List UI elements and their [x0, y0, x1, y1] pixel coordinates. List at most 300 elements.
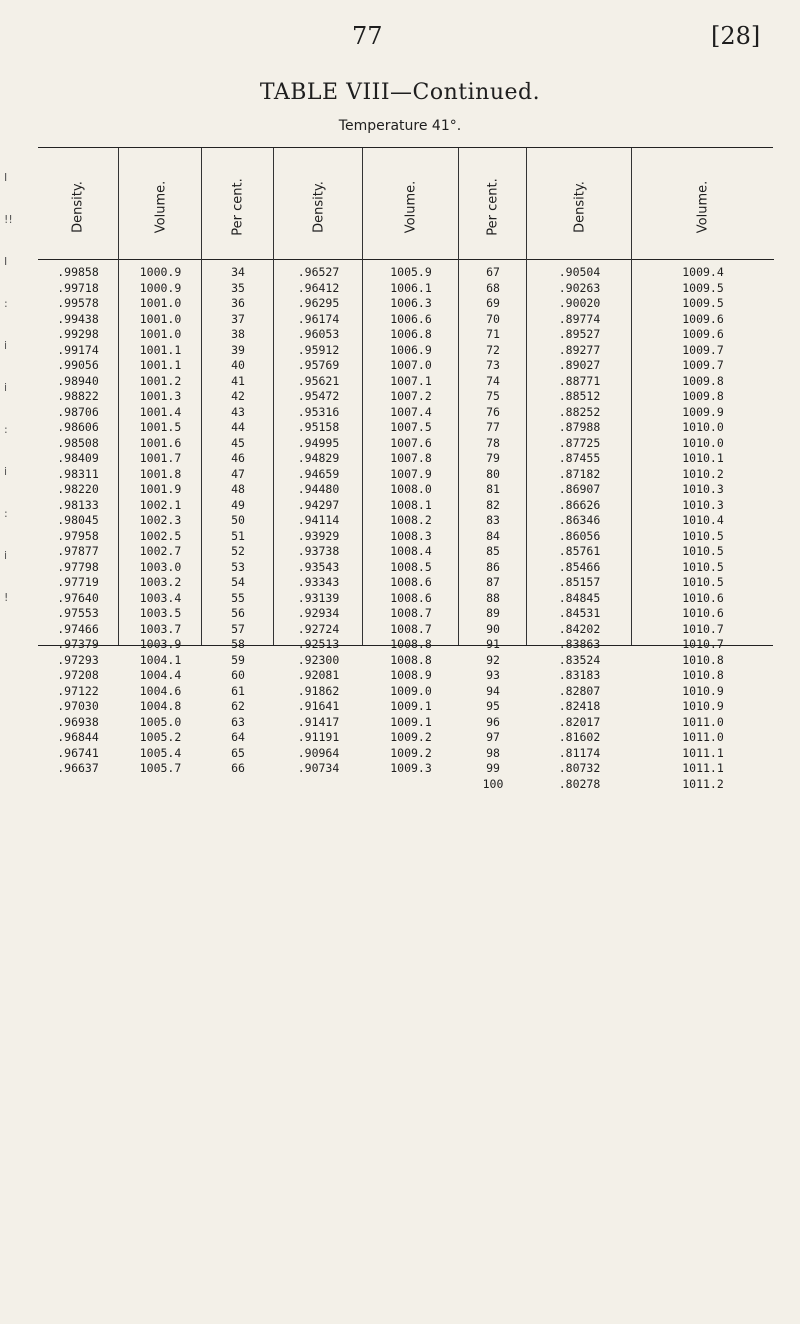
margin-mark: :: [4, 507, 8, 520]
table-cell: 71: [486, 327, 500, 341]
table-cell: .97640: [57, 590, 99, 605]
table-cell: 1003.0: [139, 559, 182, 574]
table-cell: 1009.9: [682, 404, 724, 419]
table-cell: 37: [231, 311, 245, 326]
table-cell: .97293: [57, 652, 99, 667]
table-cell: 1007.9: [390, 466, 432, 481]
page-number-right: [28]: [711, 22, 761, 50]
table-cell: 1003.5: [139, 606, 182, 620]
margin-mark: i: [4, 381, 8, 394]
table-cell: 1003.9: [139, 637, 182, 651]
table-cell: 1009.8: [682, 373, 724, 388]
table-cell: 1009.0: [390, 683, 432, 698]
table-cell: .97553: [57, 606, 99, 620]
table-cell: .94659: [297, 466, 340, 481]
table-subtitle: Temperature 41°.: [338, 118, 462, 134]
table-column: [38, 148, 118, 775]
table-cell: .99718: [57, 280, 99, 295]
table-cell: .84202: [558, 621, 601, 636]
table-cell: 83: [486, 513, 500, 527]
table-cell: 82: [486, 497, 500, 512]
page-number-left: 77: [352, 22, 383, 50]
table-cell: 1010.5: [682, 559, 724, 574]
table-column: [201, 148, 274, 775]
table-cell: 1007.5: [390, 420, 432, 434]
table-cell: 63: [231, 714, 245, 729]
table-cell: 1006.6: [390, 311, 432, 326]
table-cell: 1009.1: [390, 714, 432, 729]
table-cell: 1008.9: [390, 668, 432, 682]
table-cell: .87725: [558, 435, 601, 450]
column-header: [274, 149, 363, 260]
table-cell: 92: [486, 652, 500, 667]
table-cell: 1001.5: [139, 420, 182, 434]
table-cell: .93343: [297, 575, 340, 589]
margin-mark: i: [4, 465, 8, 478]
table-cell: 59: [231, 652, 245, 667]
table-cell: 1009.5: [682, 280, 724, 295]
table-cell: 67: [486, 265, 500, 279]
table-cell: 48: [231, 482, 245, 496]
table-cell: .86907: [558, 482, 601, 496]
column-body: [459, 265, 527, 792]
table-cell: .87455: [558, 451, 601, 465]
table-cell: 1000.9: [139, 280, 182, 295]
table-cell: 1010.6: [682, 590, 724, 605]
table-cell: 1010.6: [682, 606, 724, 620]
table-cell: 1010.9: [682, 699, 724, 713]
table-cell: 1006.3: [390, 296, 432, 310]
table-cell: .97958: [57, 528, 99, 543]
table-cell: 1008.8: [390, 652, 432, 667]
table-cell: 99: [486, 761, 500, 775]
table-cell: 97: [486, 730, 500, 744]
table-cell: 1011.1: [682, 761, 724, 775]
table-cell: .91191: [297, 730, 340, 744]
table-cell: 35: [231, 280, 245, 295]
table-cell: .81174: [558, 745, 601, 760]
column-header: [632, 149, 774, 260]
table-cell: 1003.2: [139, 575, 182, 589]
table-cell: 1008.7: [390, 606, 432, 620]
table-cell: 36: [231, 296, 245, 310]
table-cell: 1010.5: [682, 528, 724, 543]
column-body: [274, 265, 363, 777]
table-cell: .97379: [57, 637, 99, 651]
table-cell: .94480: [297, 482, 340, 496]
table-cell: .80278: [558, 776, 601, 791]
table-cell: 86: [486, 559, 500, 574]
table-cell: 65: [231, 745, 245, 760]
column-header-label: Volume.: [695, 180, 711, 234]
table-cell: .98311: [57, 466, 99, 481]
table-cell: 1010.5: [682, 575, 724, 589]
table-cell: .94114: [297, 513, 340, 527]
table-cell: 60: [231, 668, 245, 682]
table-cell: .90020: [558, 296, 601, 310]
margin-marks: [4, 170, 16, 630]
table-cell: 1005.9: [390, 265, 432, 279]
table-cell: .97208: [57, 668, 99, 682]
table-cell: 61: [231, 683, 245, 698]
table-cell: 1000.9: [139, 265, 182, 279]
table-cell: 96: [486, 714, 500, 729]
table-cell: 1011.0: [682, 714, 724, 729]
margin-mark: I: [4, 255, 8, 268]
table-cell: .94829: [297, 451, 340, 465]
table-column: [362, 148, 459, 775]
table-cell: .95769: [297, 358, 340, 372]
column-body: [527, 265, 632, 792]
margin-mark: !!: [4, 213, 13, 226]
table-cell: 1001.0: [139, 296, 182, 310]
table-cell: 78: [486, 435, 500, 450]
table-cell: 1008.7: [390, 621, 432, 636]
table-cell: .86626: [558, 497, 601, 512]
table-cell: .93738: [297, 544, 340, 558]
table-cell: .97877: [57, 544, 99, 558]
table-cell: 1007.8: [390, 451, 432, 465]
table-cell: 75: [486, 389, 500, 403]
table-cell: 1010.4: [682, 513, 724, 527]
table-cell: 52: [231, 544, 245, 558]
table-cell: 41: [231, 373, 245, 388]
table-cell: 66: [231, 761, 245, 775]
table-cell: .89277: [558, 342, 601, 357]
table-cell: .96174: [297, 311, 340, 326]
column-header: [119, 149, 202, 260]
table-cell: .88771: [558, 373, 601, 388]
table-cell: .87182: [558, 466, 601, 481]
table-cell: .95912: [297, 342, 340, 357]
table-cell: .97122: [57, 683, 99, 698]
table-cell: 85: [486, 544, 500, 558]
margin-mark: i: [4, 339, 8, 352]
table-cell: 58: [231, 637, 245, 651]
table-cell: .83524: [558, 652, 601, 667]
margin-mark: :: [4, 297, 8, 310]
table-cell: .86056: [558, 528, 601, 543]
table-cell: 1008.2: [390, 513, 432, 527]
table-cell: 1004.4: [139, 668, 182, 682]
table-cell: .96295: [297, 296, 340, 310]
table-cell: .98508: [57, 435, 99, 450]
table-cell: 1001.9: [139, 482, 182, 496]
table-cell: .83183: [558, 668, 601, 682]
table-column: [631, 148, 774, 791]
table-cell: .88252: [558, 404, 601, 419]
table-cell: 1007.1: [390, 373, 432, 388]
table-cell: .81602: [558, 730, 601, 744]
table-cell: .92300: [297, 652, 340, 667]
table-cell: 1007.6: [390, 435, 432, 450]
column-header-label: Density.: [70, 181, 86, 233]
table-cell: 1010.8: [682, 668, 724, 682]
table-cell: .97719: [57, 575, 99, 589]
table-cell: 1009.2: [390, 745, 432, 760]
table-cell: 1001.3: [139, 389, 182, 403]
table-cell: 1010.7: [682, 621, 724, 636]
table-cell: 1006.1: [390, 280, 432, 295]
table-cell: 1010.7: [682, 637, 724, 651]
table-cell: .90504: [558, 265, 601, 279]
table-cell: 1001.2: [139, 373, 182, 388]
table-cell: 68: [486, 280, 500, 295]
table-cell: 73: [486, 358, 500, 372]
margin-mark: i: [4, 549, 8, 562]
table-cell: 1008.3: [390, 528, 432, 543]
table-cell: 1002.3: [139, 513, 182, 527]
table-cell: 1001.7: [139, 451, 182, 465]
table-cell: .99056: [57, 358, 99, 372]
table-cell: .83863: [558, 637, 601, 651]
column-body: [363, 265, 459, 777]
table-cell: 1001.0: [139, 327, 182, 341]
column-header: [38, 149, 118, 260]
table-cell: .85761: [558, 544, 601, 558]
table-cell: 1008.4: [390, 544, 432, 558]
table-cell: .93139: [297, 590, 340, 605]
table-cell: 1003.7: [139, 621, 182, 636]
table-cell: .92724: [297, 621, 340, 636]
table-cell: 1010.0: [682, 435, 724, 450]
table-cell: 1006.8: [390, 327, 432, 341]
table-cell: .87988: [558, 420, 601, 434]
table-cell: .94995: [297, 435, 340, 450]
table-cell: 87: [486, 575, 500, 589]
table-cell: .99578: [57, 296, 99, 310]
table-cell: 89: [486, 606, 500, 620]
table-cell: 1004.8: [139, 699, 182, 713]
table-cell: 1009.6: [682, 327, 724, 341]
table-cell: 98: [486, 745, 500, 760]
table-cell: .91417: [297, 714, 340, 729]
table-cell: 69: [486, 296, 500, 310]
table-cell: 1010.0: [682, 420, 724, 434]
table-cell: 1009.7: [682, 358, 724, 372]
table-cell: .96844: [57, 730, 99, 744]
table-cell: 74: [486, 373, 500, 388]
table-cell: .82017: [558, 714, 601, 729]
table-cell: 93: [486, 668, 500, 682]
table-column: [118, 148, 202, 775]
table-cell: 79: [486, 451, 500, 465]
table-cell: 55: [231, 590, 245, 605]
table-column: [273, 148, 363, 775]
table-cell: .98940: [57, 373, 99, 388]
table-cell: 1008.8: [390, 637, 432, 651]
table-cell: 57: [231, 621, 245, 636]
table-cell: 54: [231, 575, 245, 589]
table-cell: 1005.7: [139, 761, 182, 775]
table-cell: 77: [486, 420, 500, 434]
data-table: [38, 147, 773, 791]
margin-mark: :: [4, 423, 8, 436]
table-cell: 1010.3: [682, 482, 724, 496]
table-cell: 1001.8: [139, 466, 182, 481]
column-body: [632, 265, 774, 792]
table-cell: 1010.8: [682, 652, 724, 667]
table-column: [526, 148, 632, 791]
table-cell: 39: [231, 342, 245, 357]
column-header-label: Per cent.: [230, 178, 246, 236]
table-cell: .90964: [297, 745, 340, 760]
table-cell: 1009.2: [390, 730, 432, 744]
table-cell: .92081: [297, 668, 340, 682]
table-cell: .98706: [57, 404, 99, 419]
table-cell: .98409: [57, 451, 99, 465]
table-cell: 1007.4: [390, 404, 432, 419]
table-cell: .84845: [558, 590, 601, 605]
table-cell: 1001.1: [139, 342, 182, 357]
table-cell: .80732: [558, 761, 601, 775]
table-cell: 1001.4: [139, 404, 182, 419]
table-cell: 72: [486, 342, 500, 357]
table-cell: .97466: [57, 621, 99, 636]
table-cell: 1010.5: [682, 544, 724, 558]
table-cell: 34: [231, 265, 245, 279]
table-cell: .96938: [57, 714, 99, 729]
column-body: [119, 265, 202, 777]
table-cell: 1007.2: [390, 389, 432, 403]
column-header: [459, 149, 527, 260]
table-cell: .96053: [297, 327, 340, 341]
table-cell: 1011.0: [682, 730, 724, 744]
column-header: [363, 149, 459, 260]
table-cell: .97798: [57, 559, 99, 574]
table-cell: 44: [231, 420, 245, 434]
table-cell: 70: [486, 311, 500, 326]
table-cell: 1002.1: [139, 497, 182, 512]
table-cell: .90734: [297, 761, 340, 775]
margin-mark: !: [4, 591, 9, 604]
table-cell: 1008.6: [390, 590, 432, 605]
table-cell: .95621: [297, 373, 340, 388]
table-cell: .98606: [57, 420, 99, 434]
table-cell: 1010.1: [682, 451, 724, 465]
table-cell: 47: [231, 466, 245, 481]
table-cell: .91641: [297, 699, 340, 713]
table-cell: .82807: [558, 683, 601, 698]
table-cell: .82418: [558, 699, 601, 713]
table-cell: 1008.5: [390, 559, 432, 574]
table-cell: .99174: [57, 342, 99, 357]
table-cell: 56: [231, 606, 245, 620]
table-cell: 1002.7: [139, 544, 182, 558]
table-cell: 1009.5: [682, 296, 724, 310]
table-cell: 1011.1: [682, 745, 724, 760]
table-cell: 1001.1: [139, 358, 182, 372]
table-cell: 88: [486, 590, 500, 605]
column-header-label: Volume.: [403, 180, 419, 234]
table-cell: .93543: [297, 559, 340, 574]
table-cell: 1004.1: [139, 652, 182, 667]
table-cell: 1009.8: [682, 389, 724, 403]
table-cell: .91862: [297, 683, 340, 698]
table-cell: .95472: [297, 389, 340, 403]
table-cell: 95: [486, 699, 500, 713]
table-cell: 1001.6: [139, 435, 182, 450]
table-cell: .96637: [57, 761, 99, 775]
table-cell: .96741: [57, 745, 99, 760]
table-cell: .89027: [558, 358, 601, 372]
margin-mark: I: [4, 171, 8, 184]
table-cell: 100: [482, 776, 504, 791]
table-cell: .90263: [558, 280, 601, 295]
table-cell: .99438: [57, 311, 99, 326]
table-cell: .95158: [297, 420, 340, 434]
table-cell: .98220: [57, 482, 99, 496]
table-cell: 94: [486, 683, 500, 698]
table-cell: 50: [231, 513, 245, 527]
table-cell: 38: [231, 327, 245, 341]
table-cell: 1002.5: [139, 528, 182, 543]
column-header: [527, 149, 632, 260]
table-cell: 45: [231, 435, 245, 450]
table-cell: 64: [231, 730, 245, 744]
table-cell: .99298: [57, 327, 99, 341]
table-cell: .99858: [57, 265, 99, 279]
table-cell: 42: [231, 389, 245, 403]
table-cell: 1008.6: [390, 575, 432, 589]
table-cell: .95316: [297, 404, 340, 419]
column-body: [38, 265, 118, 777]
table-cell: 1010.3: [682, 497, 724, 512]
table-cell: 1009.7: [682, 342, 724, 357]
table-cell: 49: [231, 497, 245, 512]
table-cell: .98045: [57, 513, 99, 527]
table-cell: 62: [231, 699, 245, 713]
column-body: [202, 265, 274, 777]
table-cell: 1008.0: [390, 482, 432, 496]
table-cell: 1004.6: [139, 683, 182, 698]
table-cell: 1007.0: [390, 358, 432, 372]
table-cell: 1009.3: [390, 761, 432, 775]
table-cell: 1005.0: [139, 714, 182, 729]
table-cell: 53: [231, 559, 245, 574]
table-title: TABLE VIII—Continued.: [259, 80, 541, 105]
table-cell: .86346: [558, 513, 601, 527]
table-cell: 90: [486, 621, 500, 636]
table-cell: 1009.6: [682, 311, 724, 326]
table-cell: 1001.0: [139, 311, 182, 326]
table-cell: 43: [231, 404, 245, 419]
table-cell: 84: [486, 528, 500, 543]
table-cell: 80: [486, 466, 500, 481]
table-cell: .85157: [558, 575, 601, 589]
column-header-label: Per cent.: [485, 178, 501, 236]
table-cell: .97030: [57, 699, 99, 713]
table-cell: .93929: [297, 528, 340, 543]
column-header-label: Density.: [311, 181, 326, 233]
table-cell: 1005.2: [139, 730, 182, 744]
table-cell: .98822: [57, 389, 99, 403]
table-cell: .88512: [558, 389, 601, 403]
table-cell: 1010.2: [682, 466, 724, 481]
table-cell: 1005.4: [139, 745, 182, 760]
table-cell: .96412: [297, 280, 340, 295]
table-cell: .89527: [558, 327, 601, 341]
column-header: [202, 149, 274, 260]
table-cell: 1006.9: [390, 342, 432, 357]
table-cell: 1009.1: [390, 699, 432, 713]
table-cell: .98133: [57, 497, 99, 512]
table-cell: 51: [231, 528, 245, 543]
table-cell: 40: [231, 358, 245, 372]
table-cell: .89774: [558, 311, 601, 326]
table-cell: .84531: [558, 606, 601, 620]
table-cell: 1011.2: [682, 776, 724, 791]
